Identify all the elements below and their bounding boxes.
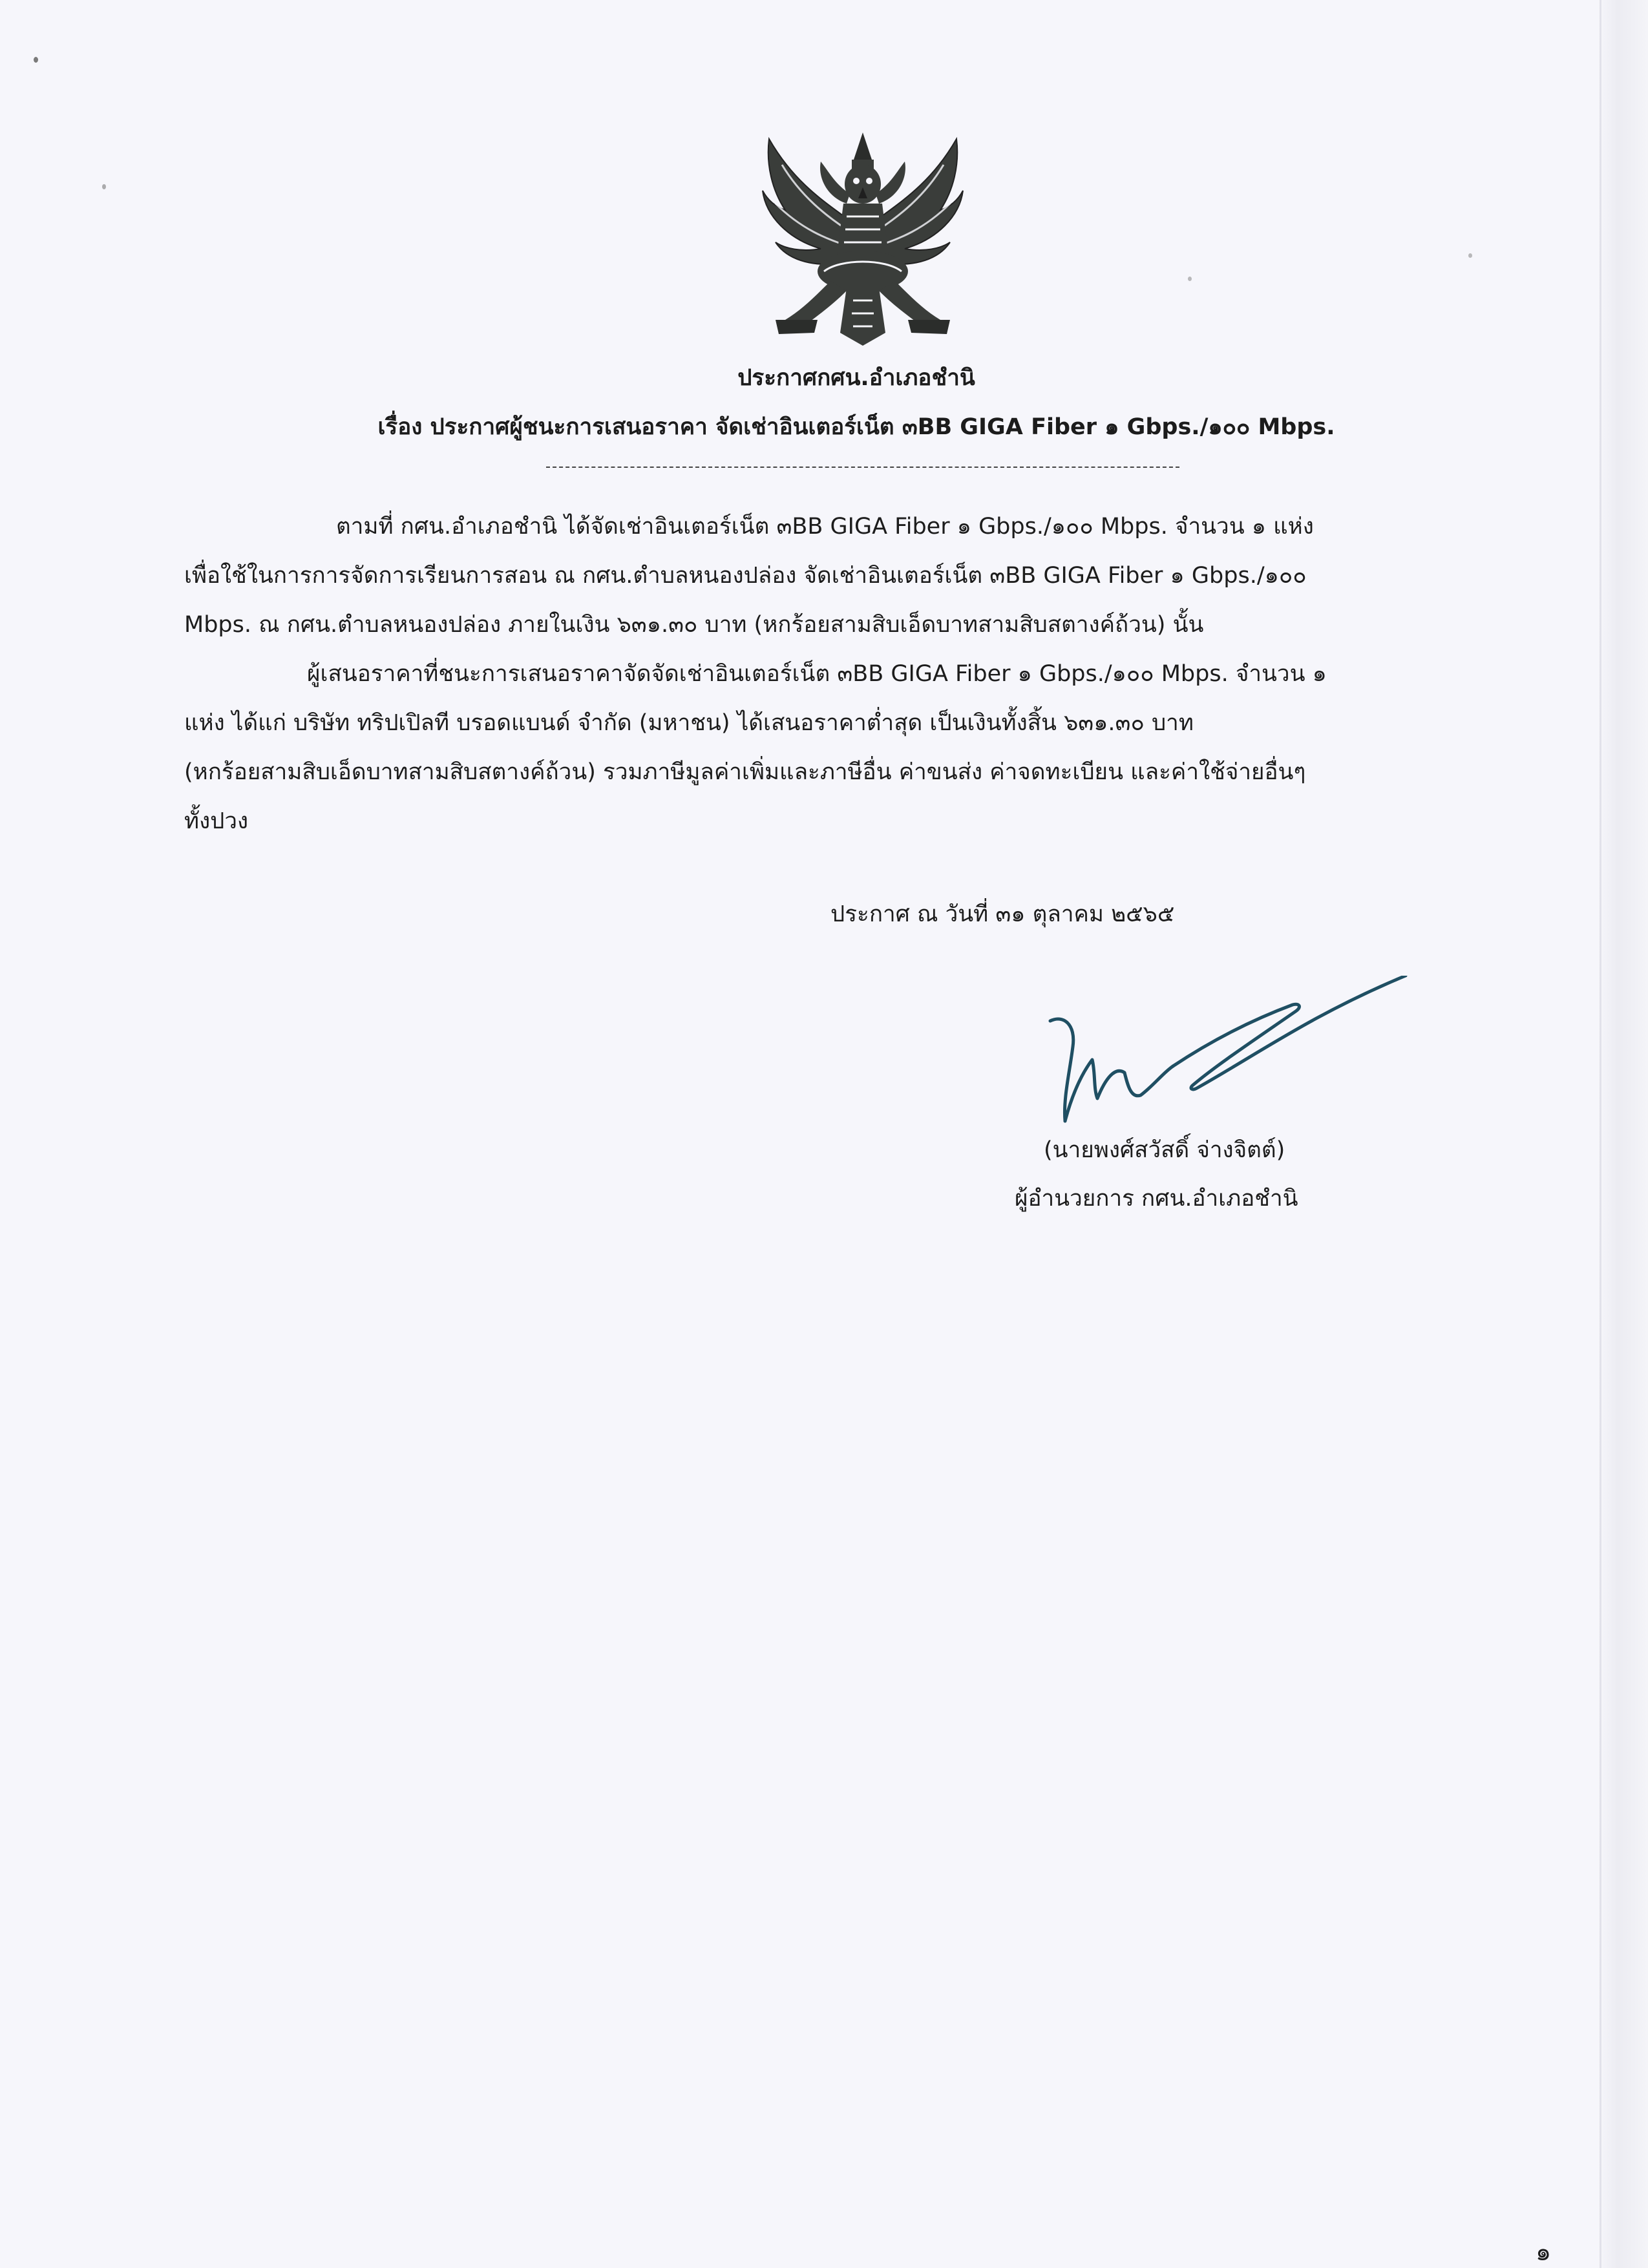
body-line: ตามที่ กศน.อำเภอชำนิ ได้จัดเช่าอินเตอร์เน็ต ๓BB GIGA Fiber ๑ Gbps./๑๐๐ Mbps. จำนวน ๑ แห่ง	[336, 514, 1314, 540]
body-line: Mbps. ณ กศน.ตำบลหนองปล่อง ภายในเงิน ๖๓๑.๓๐ บาท (หกร้อยสามสิบเอ็ดบาทสามสิบสตางค์ถ้วน) นั้น	[184, 612, 1204, 638]
divider	[546, 467, 1179, 468]
subject-heading: เรื่อง ประกาศผู้ชนะการเสนอราคา จัดเช่าอินเตอร์เน็ต ๓BB GIGA Fiber ๑ Gbps./๑๐๐ Mbps.	[377, 414, 1335, 440]
signer-title: ผู้อำนวยการ กศน.อำเภอชำนิ	[1015, 1186, 1298, 1212]
scan-speck	[1468, 253, 1472, 258]
announcement-heading: ประกาศกศน.อำเภอชำนิ	[737, 365, 975, 391]
signer-name: (นายพงศ์สวัสดิ์ จ่างจิตต์)	[1044, 1137, 1285, 1163]
scan-speck	[102, 184, 106, 189]
scan-edge	[1598, 0, 1648, 2268]
garuda-emblem-icon	[756, 126, 969, 352]
announcement-date: ประกาศ ณ วันที่ ๓๑ ตุลาคม ๒๕๖๕	[830, 901, 1175, 927]
signature	[1034, 976, 1422, 1131]
scan-edge-line	[1600, 0, 1601, 2268]
scan-speck	[34, 57, 38, 63]
page-number: ๑	[1536, 2238, 1552, 2266]
body-line: (หกร้อยสามสิบเอ็ดบาทสามสิบสตางค์ถ้วน) รวมภาษีมูลค่าเพิ่มและภาษีอื่น ค่าขนส่ง ค่าจดทะเบียน และค่าใช้จ่ายอื่นๆ	[184, 759, 1306, 785]
body-line: แห่ง ได้แก่ บริษัท ทริปเปิลที บรอดแบนด์ จำกัด (มหาชน) ได้เสนอราคาต่ำสุด เป็นเงินทั้งสิ้น ๖๓๑.๓๐ บาท	[184, 710, 1194, 736]
scan-speck	[1188, 277, 1192, 281]
body-line: ผู้เสนอราคาที่ชนะการเสนอราคาจัดจัดเช่าอินเตอร์เน็ต ๓BB GIGA Fiber ๑ Gbps./๑๐๐ Mbps. จำนวน ๑	[307, 661, 1327, 687]
body-line: เพื่อใช้ในการการจัดการเรียนการสอน ณ กศน.ตำบลหนองปล่อง จัดเช่าอินเตอร์เน็ต ๓BB GIGA Fiber ๑ Gbps./๑๐๐	[184, 563, 1307, 589]
body-line: ทั้งปวง	[184, 808, 249, 834]
